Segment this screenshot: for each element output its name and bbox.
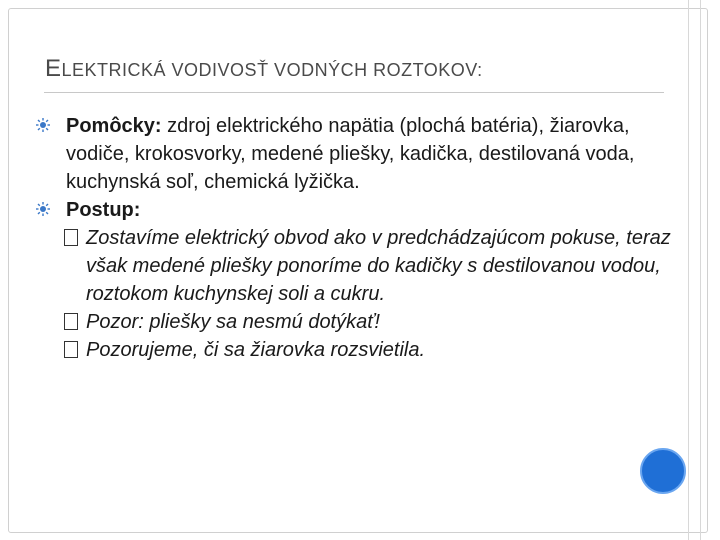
sun-bullet-icon — [36, 118, 50, 132]
step-text: Zostavíme elektrický obvod ako v predchádzajúcom pokuse, teraz však medené pliešky ponoríme do kadičky s destilovanou vodou, roztokom kuchynskej soli a cukru. — [86, 227, 671, 305]
step-item — [36, 336, 676, 364]
step-item — [36, 224, 676, 308]
bullet-label: Pomôcky: — [66, 115, 162, 137]
step-item — [36, 308, 676, 336]
slide-title — [45, 55, 483, 83]
decorative-line — [688, 0, 689, 540]
checkbox-glyph-icon — [64, 229, 78, 246]
title-divider — [44, 92, 664, 93]
decorative-line — [700, 0, 701, 540]
step-text: Pozorujeme, či sa žiarovka rozsvietila. — [86, 339, 426, 361]
bullet-label: Postup: — [66, 199, 141, 221]
bullet-item-pomocky — [36, 112, 676, 196]
checkbox-glyph-icon — [64, 341, 78, 358]
slide-content — [36, 112, 676, 364]
bullet-text: zdroj elektrického napätia (plochá batéria), žiarovka, vodiče, krokosvorky, medené pliešky, kadička, destilovaná voda, kuchynská soľ, chemická lyžička. — [66, 115, 635, 193]
step-text: Pozor: pliešky sa nesmú dotýkať! — [86, 311, 380, 333]
blue-circle-icon — [640, 448, 686, 494]
sun-bullet-icon — [36, 202, 50, 216]
checkbox-glyph-icon — [64, 313, 78, 330]
title-rest: LEKTRICKÁ VODIVOSŤ VODNÝCH ROZTOKOV: — [61, 60, 483, 80]
bullet-item-postup — [36, 196, 676, 224]
title-first-letter: E — [45, 55, 62, 82]
